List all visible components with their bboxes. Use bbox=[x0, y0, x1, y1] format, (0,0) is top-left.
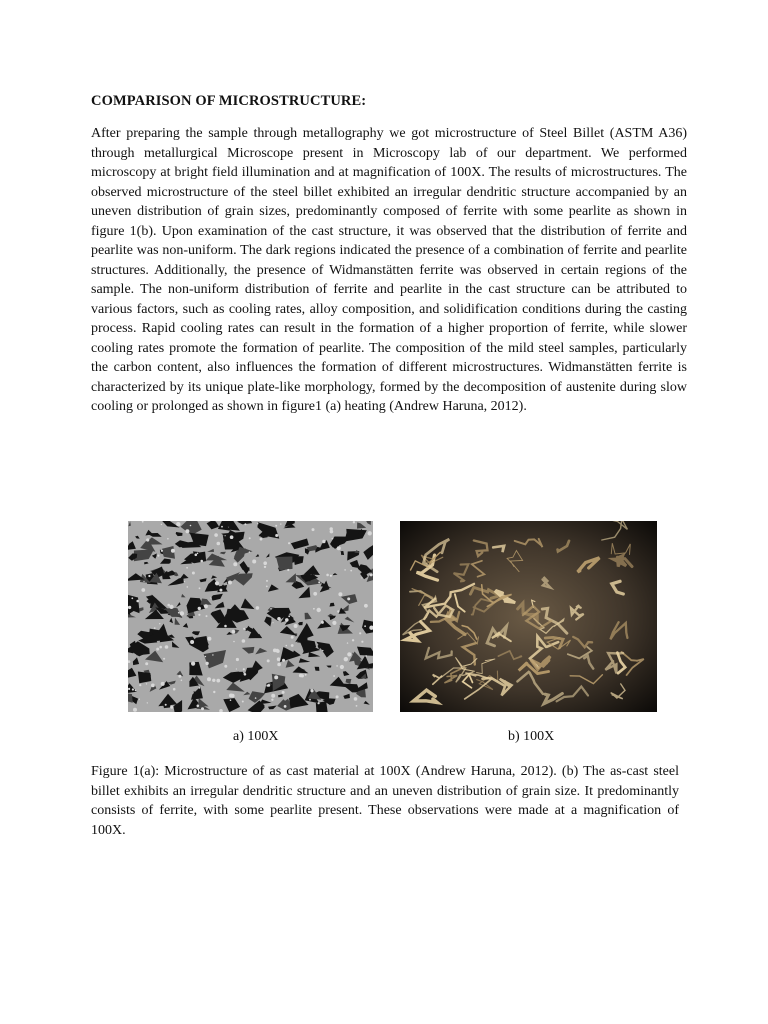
section-heading: COMPARISON OF MICROSTRUCTURE: bbox=[91, 93, 367, 109]
figure-a-label: a) 100X bbox=[233, 729, 279, 744]
micrograph-a-image bbox=[128, 521, 373, 712]
micrograph-b-image bbox=[400, 521, 657, 712]
figure-caption: Figure 1(a): Microstructure of as cast material at 100X (Andrew Haruna, 2012). (b) The as-cast steel billet exhibits an irregular dendritic structure and an uneven distribution of grain size. It predominantly consists of ferrite, with some pearlite present. These observations were made at a magnification of 100X. bbox=[91, 764, 679, 838]
figure-b-label: b) 100X bbox=[508, 729, 555, 744]
body-paragraph: After preparing the sample through metallography we got microstructure of Steel Billet (ASTM A36) through metallurgical Microscope present in Microscopy lab of our department. We performed microscopy at bright field illumination and at magnification of 100X. The results of microstructures. The observed microstructure of the steel billet exhibited an irregular dendritic structure accompanied by an uneven distribution of grain sizes, predominantly composed of ferrite with some pearlite as shown in figure 1(b). Upon examination of the cast structure, it was observed that the distribution of ferrite and pearlite was non-uniform. The dark regions indicated the presence of a combination of ferrite and pearlite structures. Additionally, the presence of Widmanstätten ferrite was observed in certain regions of the sample. The non-uniform distribution of ferrite and pearlite in the cast structure can be attributed to various factors, such as cooling rates, alloy composition, and solidification conditions during the casting process. Rapid cooling rates can result in the formation of a higher proportion of ferrite, while slower cooling rates promote the formation of pearlite. The composition of the mild steel samples, particularly the carbon content, also influences the formation of different microstructures. Widmanstätten ferrite is characterized by its unique plate-like morphology, formed by the decomposition of austenite during slow cooling or prolonged as shown in figure1 (a) heating (Andrew Haruna, 2012). bbox=[91, 126, 687, 414]
